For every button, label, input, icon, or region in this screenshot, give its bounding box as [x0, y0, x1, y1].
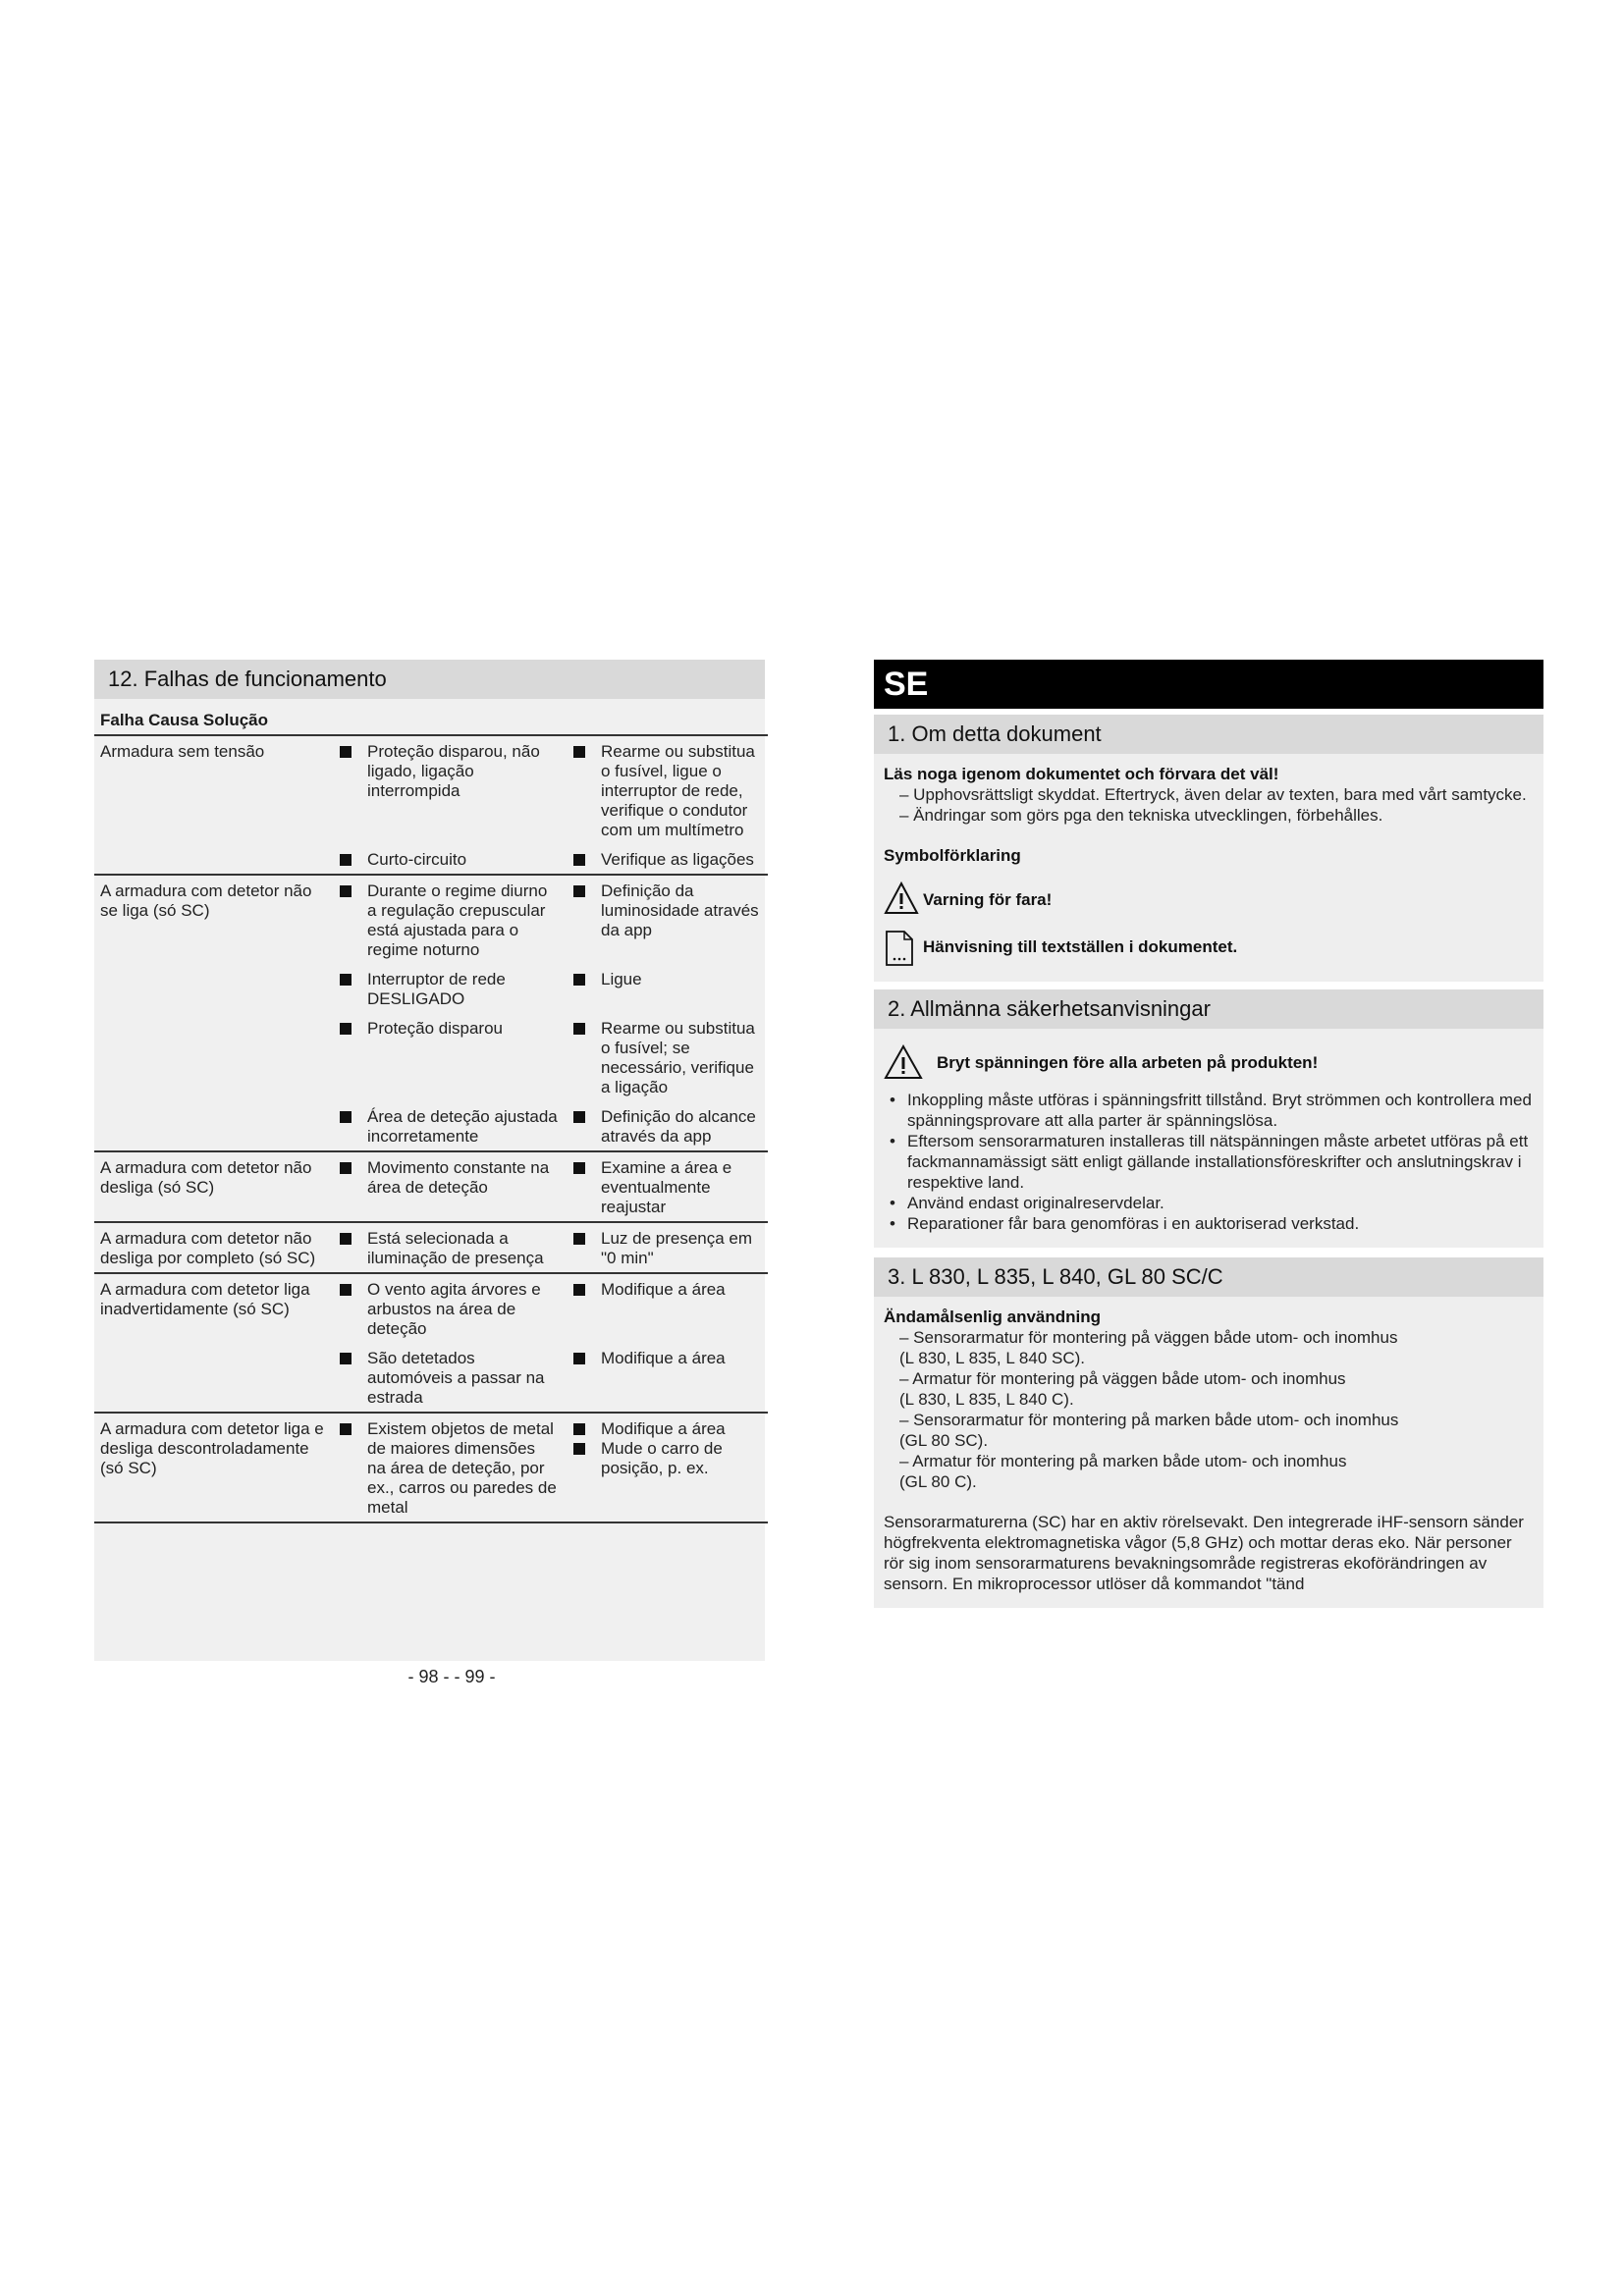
causa-cell: Está selecionada a iluminação de presença [328, 1222, 562, 1273]
bullet-square-icon [340, 1162, 352, 1174]
table-row [94, 1413, 768, 1522]
bullet-square-icon [340, 974, 352, 986]
dash-item: – Upphovsrättsligt skyddat. Eftertryck, även delar av texten, bara med vårt samtycke. [899, 785, 1527, 804]
section-title: 12. Falhas de funcionamento [94, 660, 765, 699]
falha-cell [94, 844, 328, 875]
causa-cell: Durante o regime diurno a regulação crepuscular está ajustada para o regime noturno [328, 875, 562, 964]
dash-item: – Sensorarmatur för montering på väggen både utom- och inomhus [899, 1328, 1398, 1347]
table-row [94, 1013, 768, 1101]
right-page-panel [874, 660, 1543, 1661]
section-om-dokument [874, 715, 1543, 982]
falha-cell: A armadura com detetor não se liga (só SC) [94, 875, 328, 964]
solucao-cell: Modifique a área [562, 1343, 768, 1413]
dash-item-cont: (L 830, L 835, L 840 SC). [899, 1349, 1086, 1367]
falha-cell [94, 1343, 328, 1413]
falha-cell: A armadura com detetor liga inadvertidamente (só SC) [94, 1273, 328, 1343]
solucao-cell: Modifique a área Mude o carro de posição, p. ex. [562, 1413, 768, 1522]
subheading: Ändamålsenlig användning [884, 1308, 1102, 1326]
solucao-cell: Definição do alcance através da app [562, 1101, 768, 1151]
solucao-cell: Luz de presença em "0 min" [562, 1222, 768, 1273]
bullet-square-icon [340, 1023, 352, 1035]
causa-cell: Proteção disparou, não ligado, ligação interrompida [328, 735, 562, 844]
solucao-cell: Verifique as ligações [562, 844, 768, 875]
dash-item: – Armatur för montering på väggen både utom- och inomhus [899, 1369, 1346, 1388]
causa-cell: Proteção disparou [328, 1013, 562, 1101]
table-row [94, 1222, 768, 1273]
bullet-square-icon [340, 1423, 352, 1435]
intro-text: Läs noga igenom dokumentet och förvara det väl! [884, 765, 1279, 783]
warning-triangle-icon [884, 1044, 923, 1080]
bullet-square-icon [340, 1233, 352, 1245]
section-title: 2. Allmänna säkerhetsanvisningar [874, 989, 1543, 1029]
troubleshooting-table [94, 734, 768, 1523]
causa-cell: Movimento constante na área de deteção [328, 1151, 562, 1222]
dash-item: – Ändringar som görs pga den tekniska utvecklingen, förbehålles. [899, 806, 1383, 825]
symbol-row-warning [884, 878, 1534, 921]
table-row [94, 1273, 768, 1343]
symbol-row-reference [884, 925, 1534, 968]
page-number: - 98 - - 99 - [407, 1667, 496, 1686]
solucao-cell: Definição da luminosidade através da app [562, 875, 768, 964]
section-title: 1. Om detta dokument [874, 715, 1543, 754]
bullet-square-icon [573, 1162, 585, 1174]
table-header: Falha Causa Solução [100, 711, 268, 729]
falha-cell: A armadura com detetor liga e desliga descontroladamente (só SC) [94, 1413, 328, 1522]
list-item: • Inkoppling måste utföras i spänningsfritt tillstånd. Bryt strömmen och kontrollera med spänningsprovare att alla parter är spänningslösa. [884, 1090, 1534, 1131]
bullet-square-icon [340, 1353, 352, 1364]
table-body [94, 735, 768, 1522]
bullet-square-icon [573, 974, 585, 986]
language-code-bar: SE [874, 660, 1543, 709]
dash-item-cont: (GL 80 C). [899, 1472, 977, 1491]
section-title: 3. L 830, L 835, L 840, GL 80 SC/C [874, 1257, 1543, 1297]
bullet-square-icon [340, 1284, 352, 1296]
solucao-cell: Rearme ou substitua o fusível, ligue o interruptor de rede, verifique o condutor com um multímetro [562, 735, 768, 844]
list-item: • Använd endast originalreservdelar. [884, 1193, 1534, 1213]
table-row [94, 844, 768, 875]
bullet-square-icon [573, 1423, 585, 1435]
falha-cell: A armadura com detetor não desliga (só SC) [94, 1151, 328, 1222]
dash-item: – Sensorarmatur för montering på marken både utom- och inomhus [899, 1411, 1399, 1429]
causa-cell: Curto-circuito [328, 844, 562, 875]
falha-cell: A armadura com detetor não desliga por completo (só SC) [94, 1222, 328, 1273]
solucao-cell: Ligue [562, 964, 768, 1013]
causa-cell: Existem objetos de metal de maiores dimensões na área de deteção, por ex., carros ou paredes de metal [328, 1413, 562, 1522]
bullet-square-icon [573, 1111, 585, 1123]
causa-cell: Área de deteção ajustada incorretamente [328, 1101, 562, 1151]
bullet-square-icon [340, 1111, 352, 1123]
bullet-square-icon [340, 885, 352, 897]
safety-warning-text: Bryt spänningen före alla arbeten på produkten! [937, 1052, 1319, 1072]
document-reference-icon [884, 929, 919, 964]
bullet-square-icon [340, 854, 352, 866]
bullet-square-icon [573, 1353, 585, 1364]
bullet-square-icon [573, 1233, 585, 1245]
falha-cell [94, 1013, 328, 1101]
solucao-cell: Examine a área e eventualmente reajustar [562, 1151, 768, 1222]
falha-cell [94, 964, 328, 1013]
bullet-square-icon [573, 746, 585, 758]
bullet-square-icon [340, 746, 352, 758]
description-paragraph: Sensorarmaturerna (SC) har en aktiv rörelsevakt. Den integrerade iHF-sensorn sänder högfrekventa elektromagnetiska vågor (5,8 GHz) och mottar deras eko. När personer rör sig inom sensorarmaturens bevakningsområde registreras ekoförändringen av sensorn. En mikroprocessor utlöser då kommandot "tänd [884, 1513, 1524, 1593]
list-item: • Eftersom sensorarmaturen installeras till nätspänningen måste arbetet utföras på ett fackmannamässigt sätt enligt gällande installationsföreskrifter och anslutningskrav i respektive land. [884, 1131, 1534, 1193]
table-row [94, 875, 768, 964]
dash-item-cont: (GL 80 SC). [899, 1431, 989, 1450]
section-sakerhet [874, 989, 1543, 1248]
symbol-reference-text: Hänvisning till textställen i dokumentet. [923, 936, 1238, 956]
list-item: • Reparationer får bara genomföras i en auktoriserad verkstad. [884, 1213, 1534, 1234]
causa-cell: O vento agita árvores e arbustos na área de deteção [328, 1273, 562, 1343]
safety-warning [884, 1044, 1534, 1080]
falha-cell [94, 1101, 328, 1151]
solucao-cell: Modifique a área [562, 1273, 768, 1343]
bullet-square-icon [573, 854, 585, 866]
section-produkt [874, 1257, 1543, 1608]
bullet-square-icon [573, 1023, 585, 1035]
bullet-square-icon [573, 885, 585, 897]
bullet-square-icon [573, 1284, 585, 1296]
falha-cell: Armadura sem tensão [94, 735, 328, 844]
causa-cell: São detetados automóveis a passar na estrada [328, 1343, 562, 1413]
dash-item: – Armatur för montering på marken både utom- och inomhus [899, 1452, 1347, 1470]
warning-triangle-icon [884, 881, 919, 917]
table-row [94, 1343, 768, 1413]
symbol-heading: Symbolförklaring [884, 846, 1021, 865]
table-row [94, 1101, 768, 1151]
bullet-square-icon [573, 1443, 585, 1455]
solucao-cell: Rearme ou substitua o fusível; se necessário, verifique a ligação [562, 1013, 768, 1101]
symbol-warning-text: Varning för fara! [923, 889, 1053, 909]
table-row [94, 735, 768, 844]
causa-cell: Interruptor de rede DESLIGADO [328, 964, 562, 1013]
table-row [94, 964, 768, 1013]
left-page-panel [94, 660, 765, 1661]
dash-item-cont: (L 830, L 835, L 840 C). [899, 1390, 1074, 1409]
safety-list [884, 1090, 1534, 1234]
table-row [94, 1151, 768, 1222]
